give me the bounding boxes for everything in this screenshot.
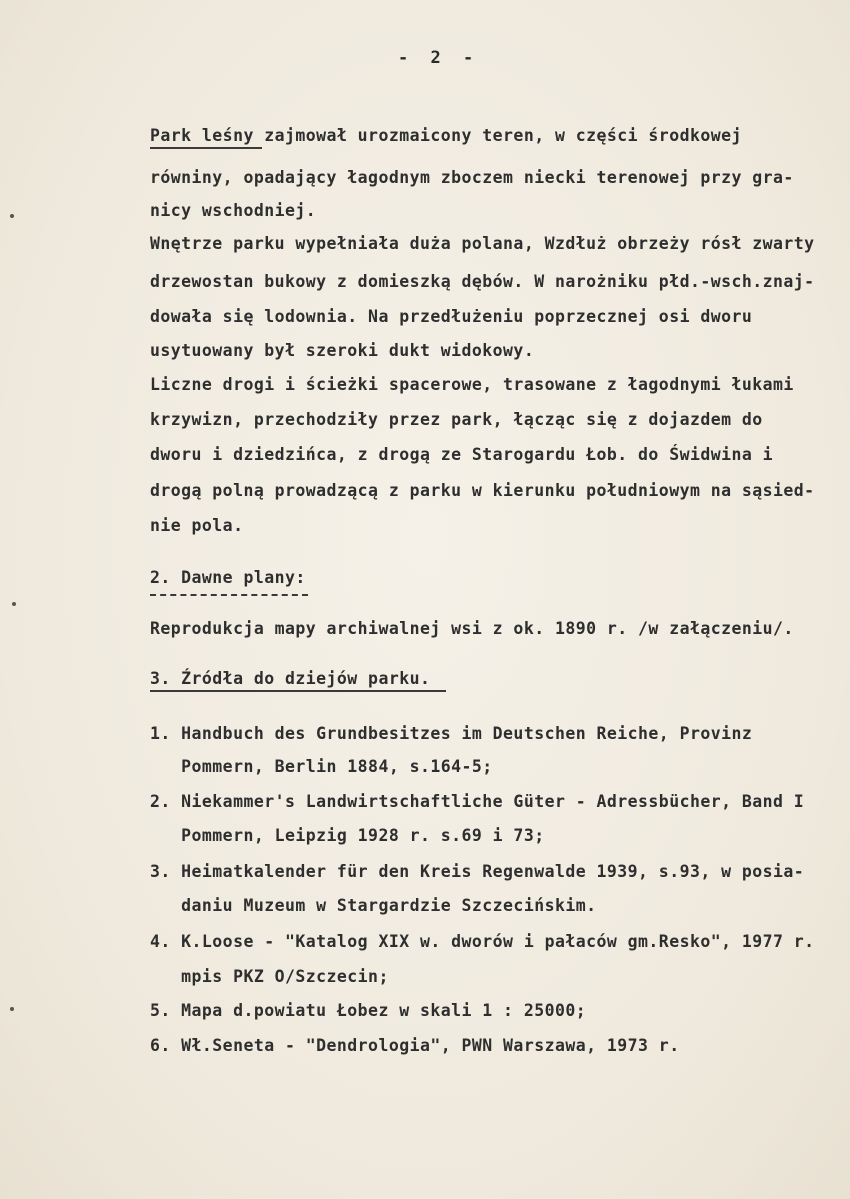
paragraph-line: dowała się lodownia. Na przedłużeniu poprzecznej osi dworu [150, 307, 753, 326]
source-item: Pommern, Berlin 1884, s.164-5; [150, 757, 493, 776]
punch-mark [12, 602, 16, 606]
source-item: Pommern, Leipzig 1928 r. s.69 i 73; [150, 826, 545, 845]
section-2-underline [150, 594, 308, 596]
source-item: 5. Mapa d.powiatu Łobez w skali 1 : 25000; [150, 1001, 587, 1020]
source-item: mpis PKZ O/Szczecin; [150, 967, 389, 986]
paragraph-line: krzywizn, przechodziły przez park, łącząc się z dojazdem do [150, 410, 763, 429]
section-2-heading: 2. Dawne plany: [150, 568, 306, 587]
source-item: 1. Handbuch des Grundbesitzes im Deutschen Reiche, Provinz [150, 724, 753, 743]
source-item: 3. Heimatkalender für den Kreis Regenwalde 1939, s.93, w posia- [150, 862, 805, 881]
source-item: daniu Muzeum w Stargardzie Szczecińskim. [150, 896, 597, 915]
punch-mark [10, 214, 14, 218]
paragraph-line: usytuowany był szeroki dukt widokowy. [150, 341, 535, 360]
section-3-underline [150, 690, 446, 692]
punch-mark [10, 1007, 14, 1011]
source-item: 6. Wł.Seneta - "Dendrologia", PWN Warszawa, 1973 r. [150, 1036, 680, 1055]
paragraph-line: nicy wschodniej. [150, 201, 317, 220]
paragraph-line: dworu i dziedzińca, z drogą ze Starogardu Łob. do Świdwina i [150, 445, 774, 464]
source-item: 2. Niekammer's Landwirtschaftliche Güter - Adressbücher, Band I [150, 792, 805, 811]
paragraph-line: drogą polną prowadzącą z parku w kierunku południowym na sąsied- [150, 481, 815, 500]
paragraph-line: nie pola. [150, 516, 244, 535]
paragraph-line: Liczne drogi i ścieżki spacerowe, trasowane z łagodnymi łukami [150, 375, 794, 394]
paragraph-line: drzewostan bukowy z domieszką dębów. W narożniku płd.-wsch.znaj- [150, 272, 815, 291]
heading-underline [150, 147, 262, 149]
paragraph-line: Wnętrze parku wypełniała duża polana, Wzdłuż obrzeży rósł zwarty [150, 234, 815, 253]
source-item: 4. K.Loose - "Katalog XIX w. dworów i pałaców gm.Resko", 1977 r. [150, 932, 815, 951]
page-number: - 2 - [398, 48, 480, 68]
paragraph-line: Park leśny zajmował urozmaicony teren, w części środkowej [150, 126, 742, 145]
section-2-text: Reprodukcja mapy archiwalnej wsi z ok. 1890 r. /w załączeniu/. [150, 619, 794, 638]
paragraph-line: równiny, opadający łagodnym zboczem niecki terenowej przy gra- [150, 168, 794, 187]
section-3-heading: 3. Źródła do dziejów parku. [150, 669, 431, 688]
